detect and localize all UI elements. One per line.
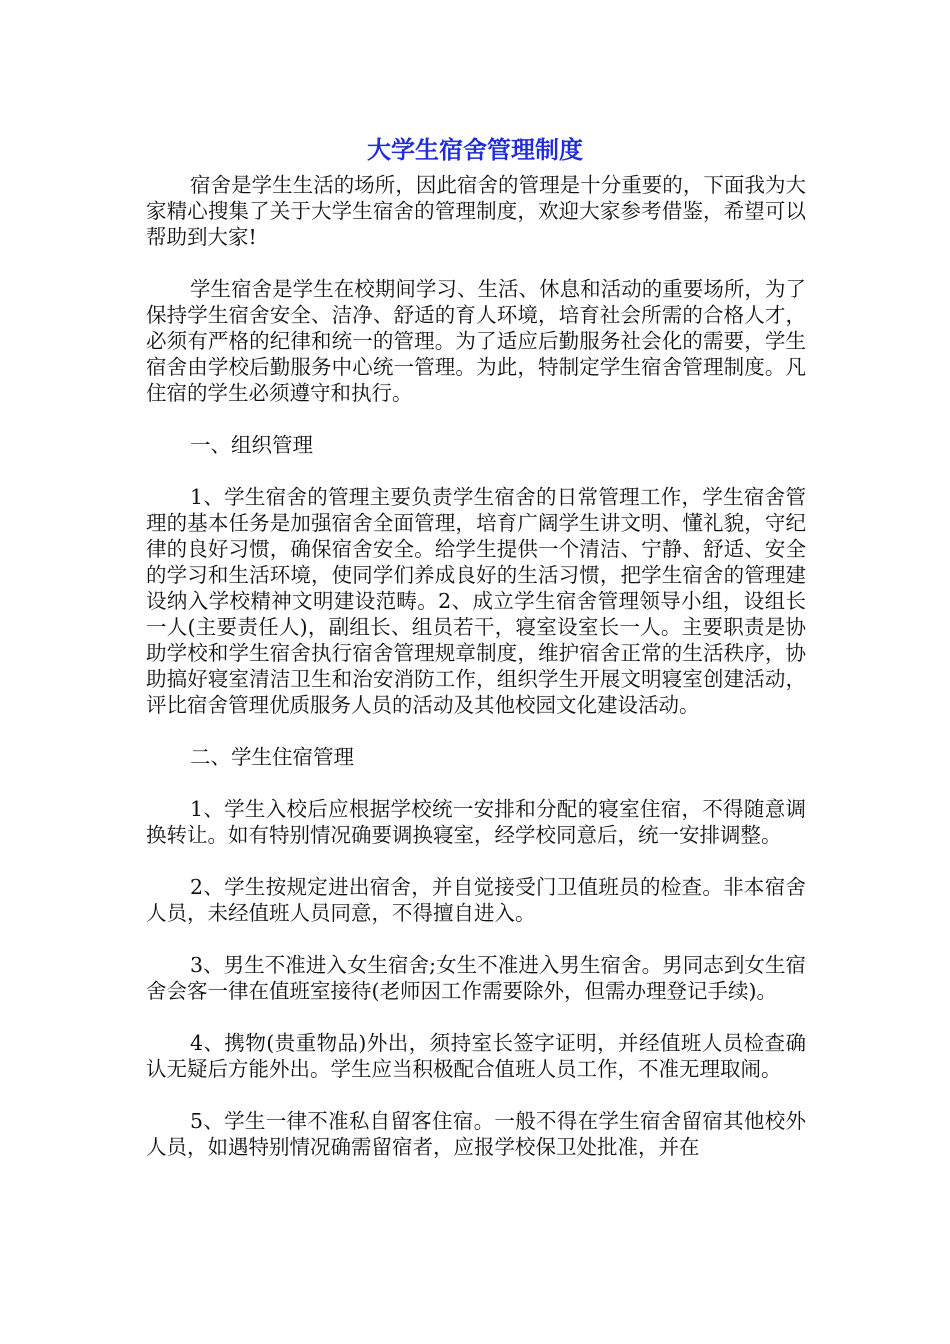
intro-paragraph: 宿舍是学生生活的场所，因此宿舍的管理是十分重要的，下面我为大家精心搜集了关于大学生宿舍的管理制度，欢迎大家参考借鉴，希望可以帮助到大家!: [146, 173, 806, 249]
purpose-paragraph: 学生宿舍是学生在校期间学习、生活、休息和活动的重要场所，为了保持学生宿舍安全、洁净、舒适的育人环境，培育社会所需的合格人才，必须有严格的纪律和统一的管理。为了适应后勤服务社会化的需要，学生宿舍由学校后勤服务中心统一管理。为此，特制定学生宿舍管理制度。凡住宿的学生必须遵守和执行。: [146, 277, 806, 405]
rule-paragraph-1: 1、学生入校后应根据学校统一安排和分配的寝室住宿，不得随意调换转让。如有特别情况确要调换寝室，经学校同意后，统一安排调整。: [146, 797, 806, 847]
rule-paragraph-4: 4、携物(贵重物品)外出，须持室长签字证明，并经值班人员检查确认无疑后方能外出。学生应当积极配合值班人员工作，不准无理取闹。: [146, 1031, 806, 1081]
rule-paragraph-3: 3、男生不准进入女生宿舍;女生不准进入男生宿舍。男同志到女生宿舍会客一律在值班室接待(老师因工作需要除外，但需办理登记手续)。: [146, 953, 806, 1003]
document-body: [146, 172, 806, 1186]
document-title: 大学生宿舍管理制度: [367, 136, 583, 164]
section-heading-accommodation: 二、学生住宿管理: [190, 745, 354, 769]
section-heading-organization: 一、组织管理: [190, 433, 313, 457]
rule-paragraph-5: 5、学生一律不准私自留客住宿。一般不得在学生宿舍留宿其他校外人员，如遇特别情况确需留宿者，应报学校保卫处批准，并在: [146, 1109, 806, 1159]
organization-paragraph: 1、学生宿舍的管理主要负责学生宿舍的日常管理工作，学生宿舍管理的基本任务是加强宿舍全面管理，培育广阔学生讲文明、懂礼貌，守纪律的良好习惯，确保宿舍安全。给学生提供一个清洁、宁静、舒适、安全的学习和生活环境，使同学们养成良好的生活习惯，把学生宿舍的管理建设纳入学校精神文明建设范畴。2、成立学生宿舍管理领导小组，设组长一人(主要责任人)，副组长、组员若干，寝室设室长一人。主要职责是协助学校和学生宿舍执行宿舍管理规章制度，维护宿舍正常的生活秩序，协助搞好寝室清洁卫生和治安消防工作，组织学生开展文明寝室创建活动，评比宿舍管理优质服务人员的活动及其他校园文化建设活动。: [146, 485, 806, 717]
rule-paragraph-2: 2、学生按规定进出宿舍，并自觉接受门卫值班员的检查。非本宿舍人员，未经值班人员同意，不得擅自进入。: [146, 875, 806, 925]
